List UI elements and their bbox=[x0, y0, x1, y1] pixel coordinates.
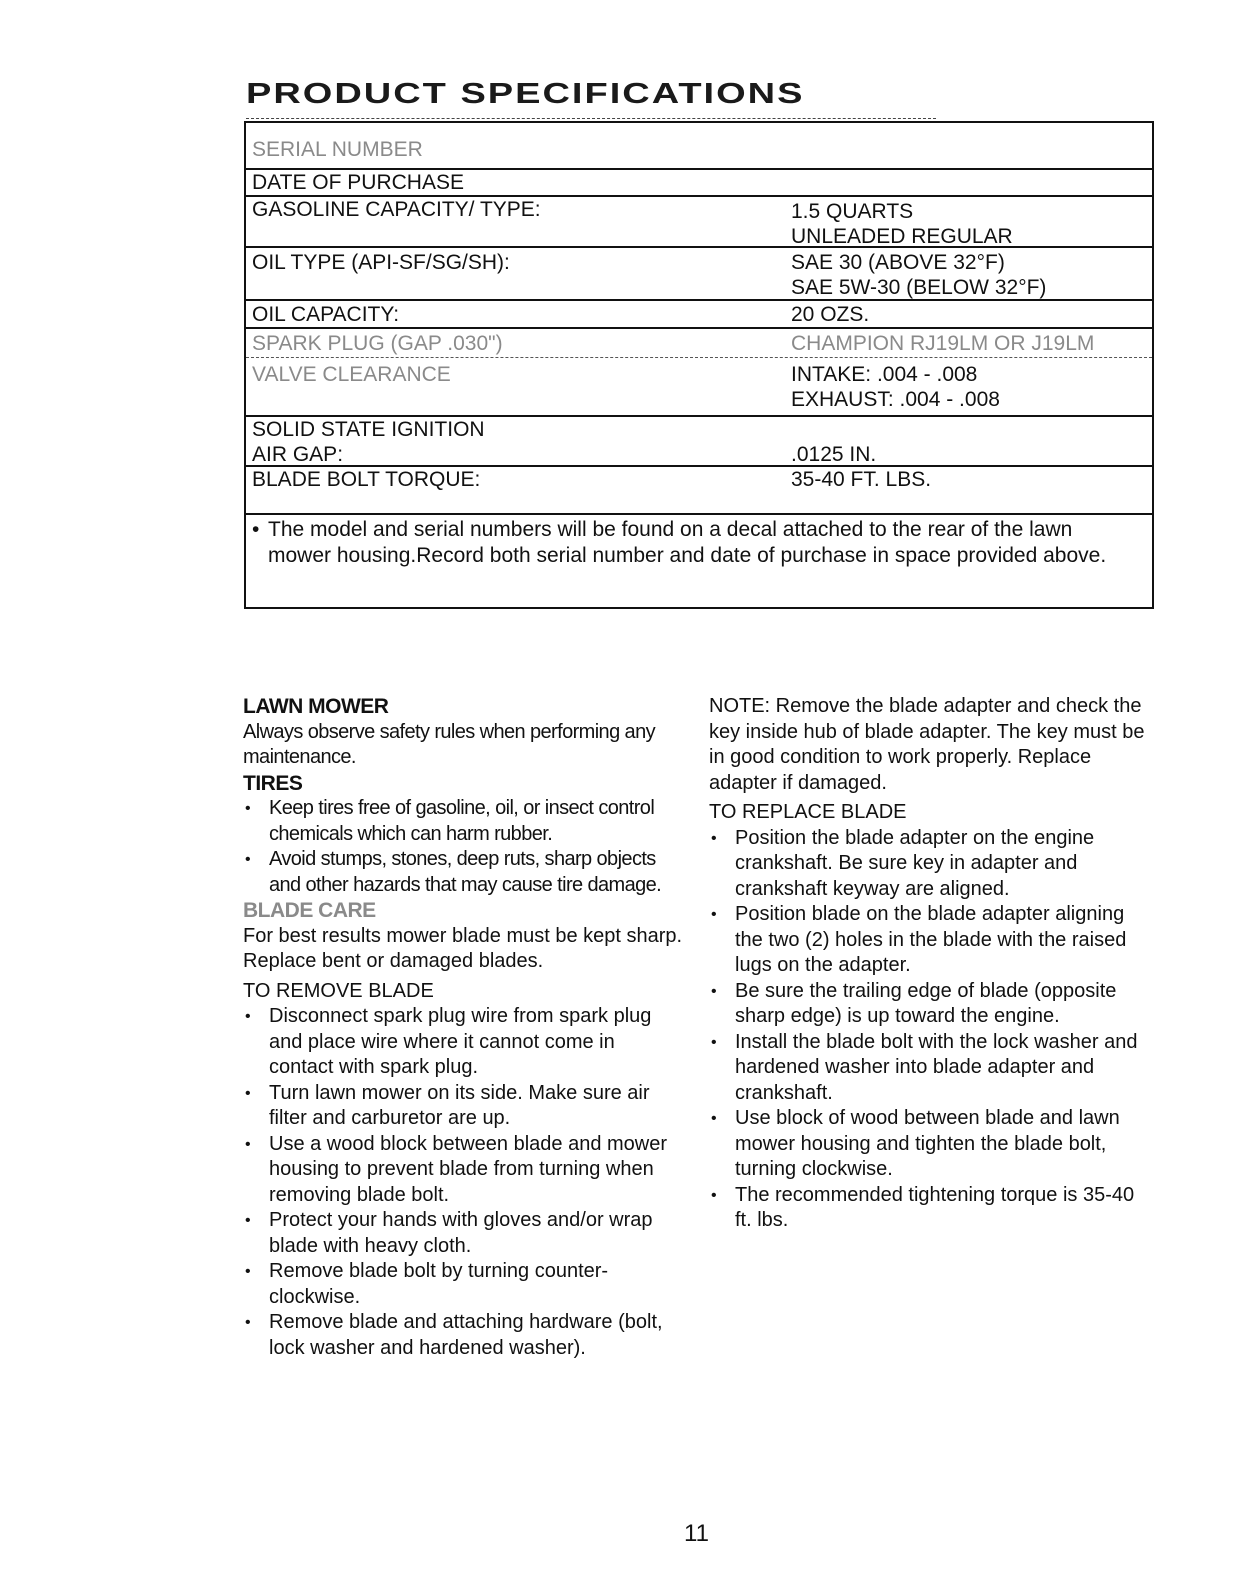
spec-row-oil-type bbox=[246, 248, 1152, 301]
list-item: • Keep tires free of gasoline, oil, or insect control chemicals which can harm rubber. bbox=[245, 797, 655, 845]
section-title-blade-care: BLADE CARE bbox=[243, 899, 376, 922]
spec-label: VALVE CLEARANCE bbox=[252, 363, 451, 386]
spec-table bbox=[244, 121, 1154, 609]
page-number: 11 bbox=[684, 1520, 709, 1547]
list-item: • Disconnect spark plug wire from spark plug and place wire where it cannot come in contact with spark plug. bbox=[245, 1005, 652, 1078]
spec-note-text: The model and serial numbers will be found on a decal attached to the rear of the lawn mower housing.Record both serial number and date of purchase in space provided above. bbox=[268, 518, 1107, 567]
spec-row-gasoline bbox=[246, 197, 1152, 248]
spec-value: CHAMPION RJ19LM OR J19LM bbox=[791, 332, 1095, 355]
section-title-lawn-mower: LAWN MOWER bbox=[243, 695, 389, 718]
right-column bbox=[709, 694, 1155, 1234]
list-item: • Turn lawn mower on its side. Make sure air filter and carburetor are up. bbox=[245, 1081, 650, 1129]
list-item: • Be sure the trailing edge of blade (opposite sharp edge) is up toward the engine. bbox=[711, 979, 1117, 1027]
spec-label: SPARK PLUG (GAP .030") bbox=[252, 332, 503, 355]
section-title-replace-blade: TO REPLACE BLADE bbox=[709, 801, 907, 823]
remove-blade-list bbox=[243, 1004, 683, 1361]
list-item: • Use a wood block between blade and mower housing to prevent blade from turning when removing blade bolt. bbox=[245, 1132, 668, 1206]
spec-label: SOLID STATE IGNITION AIR GAP: bbox=[252, 418, 485, 466]
list-item: • Avoid stumps, stones, deep ruts, sharp objects and other hazards that may cause tire damage. bbox=[245, 848, 662, 896]
section-title-remove-blade: TO REMOVE BLADE bbox=[243, 979, 434, 1002]
spec-row-serial bbox=[246, 123, 1152, 170]
section-title-tires: TIRES bbox=[243, 771, 303, 795]
list-item: • Use block of wood between blade and lawn mower housing and tighten the blade bolt, turning clockwise. bbox=[711, 1107, 1120, 1180]
spec-value: INTAKE: .004 - .008 EXHAUST: .004 - .008 bbox=[791, 363, 1000, 411]
spec-row-oil-capacity bbox=[246, 301, 1152, 329]
spec-label: OIL CAPACITY: bbox=[252, 303, 400, 326]
spec-value: 20 OZS. bbox=[791, 303, 870, 326]
spec-label: BLADE BOLT TORQUE: bbox=[252, 468, 481, 491]
spec-label: GASOLINE CAPACITY/ TYPE: bbox=[252, 198, 541, 221]
list-item: • Remove blade bolt by turning counter-clockwise. bbox=[245, 1260, 609, 1308]
spec-value: .0125 IN. bbox=[791, 443, 877, 466]
list-item: • Position blade on the blade adapter aligning the two (2) holes in the blade with the raised lugs on the adapter. bbox=[711, 903, 1127, 976]
list-item: • The recommended tightening torque is 35-40 ft. lbs. bbox=[711, 1183, 1135, 1231]
list-item: • Protect your hands with gloves and/or wrap blade with heavy cloth. bbox=[245, 1209, 653, 1257]
left-column bbox=[243, 694, 683, 1361]
list-item: • Position the blade adapter on the engine crankshaft. Be sure key in adapter and crankshaft keyway are aligned. bbox=[711, 826, 1095, 900]
list-item: • Remove blade and attaching hardware (bolt, lock washer and hardened washer). bbox=[245, 1311, 663, 1359]
note-text: NOTE: Remove the blade adapter and check the key inside hub of blade adapter. The key must be in good condition to work properly. Replace adapter if damaged. bbox=[709, 695, 1145, 794]
spec-row-ignition bbox=[246, 417, 1152, 467]
spec-row-valve bbox=[246, 358, 1152, 417]
spec-value: 1.5 QUARTS UNLEADED REGULAR bbox=[791, 200, 1013, 248]
spec-label: DATE OF PURCHASE bbox=[252, 171, 464, 194]
replace-blade-list bbox=[709, 826, 1155, 1234]
spec-row-torque bbox=[246, 467, 1152, 515]
heading-rule bbox=[246, 118, 936, 119]
intro-text: Always observe safety rules when performing any maintenance. bbox=[243, 720, 656, 768]
spec-value: SAE 30 (ABOVE 32°F) SAE 5W-30 (BELOW 32°F) bbox=[791, 251, 1047, 299]
tires-list bbox=[243, 796, 683, 898]
list-item: • Install the blade bolt with the lock washer and hardened washer into blade adapter and crankshaft. bbox=[711, 1030, 1138, 1104]
page-heading: PRODUCT SPECIFICATIONS bbox=[246, 78, 805, 110]
bullet: • bbox=[252, 518, 260, 541]
blade-care-text: For best results mower blade must be kept sharp. Replace bent or damaged blades. bbox=[243, 924, 683, 972]
spec-row-spark-plug bbox=[246, 329, 1152, 358]
spec-row-date bbox=[246, 170, 1152, 197]
spec-label: OIL TYPE (API-SF/SG/SH): bbox=[252, 251, 510, 274]
spec-note bbox=[252, 517, 1128, 569]
spec-label: SERIAL NUMBER bbox=[252, 138, 423, 161]
spec-value: 35-40 FT. LBS. bbox=[791, 468, 932, 491]
